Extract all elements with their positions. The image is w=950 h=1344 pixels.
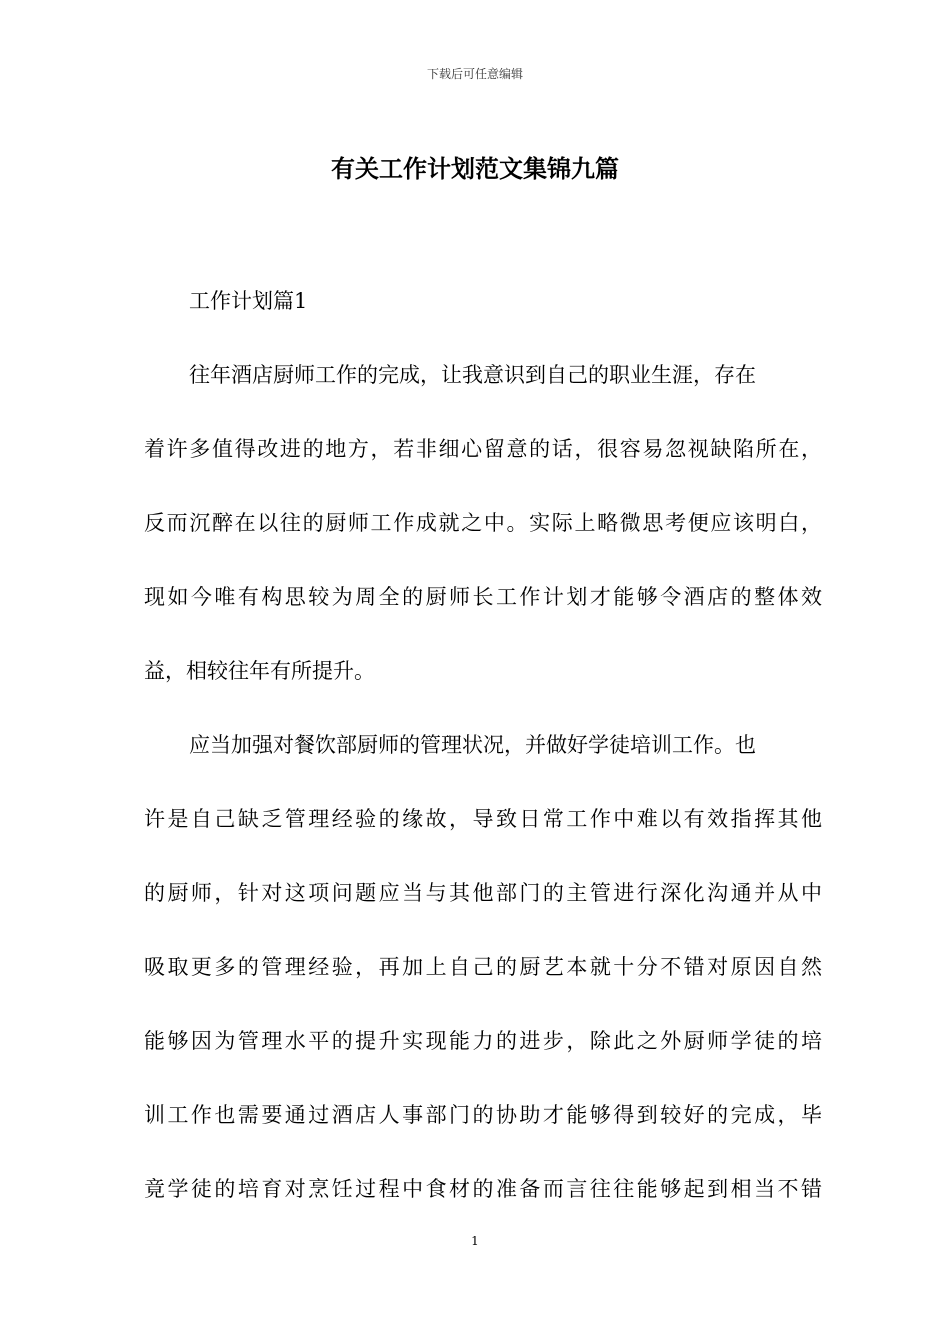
paragraph-line: 益，相较往年有所提升。	[144, 659, 375, 683]
paragraph-line: 往年酒店厨师工作的完成，让我意识到自己的职业生涯，存在	[189, 363, 756, 387]
paragraph-line: 应当加强对餐饮部厨师的管理状况，并做好学徒培训工作。也	[189, 733, 756, 757]
paragraph-1	[144, 357, 822, 689]
section-heading: 工作计划篇1	[189, 289, 308, 313]
paragraph-line: 许是自己缺乏管理经验的缘故，导致日常工作中难以有效指挥其他	[144, 807, 822, 831]
paragraph-2	[144, 727, 822, 1207]
paragraph-line: 竟学徒的培育对烹饪过程中食材的准备而言往往能够起到相当不错	[144, 1177, 822, 1201]
paragraph-line: 的厨师，针对这项问题应当与其他部门的主管进行深化沟通并从中	[144, 881, 822, 905]
paragraph-line: 能够因为管理水平的提升实现能力的进步，除此之外厨师学徒的培	[144, 1029, 822, 1053]
document-title: 有关工作计划范文集锦九篇	[331, 154, 619, 183]
paragraph-line: 训工作也需要通过酒店人事部门的协助才能够得到较好的完成，毕	[144, 1103, 822, 1127]
page-number: 1	[471, 1234, 479, 1248]
paragraph-line: 着许多值得改进的地方，若非细心留意的话，很容易忽视缺陷所在，	[144, 437, 822, 461]
header-note: 下载后可任意编辑	[426, 67, 523, 81]
document-body	[144, 283, 822, 1207]
paragraph-line: 反而沉醉在以往的厨师工作成就之中。实际上略微思考便应该明白，	[144, 511, 822, 535]
paragraph-line: 现如今唯有构思较为周全的厨师长工作计划才能够令酒店的整体效	[144, 585, 822, 609]
paragraph-line: 吸取更多的管理经验，再加上自己的厨艺本就十分不错对原因自然	[144, 955, 822, 979]
